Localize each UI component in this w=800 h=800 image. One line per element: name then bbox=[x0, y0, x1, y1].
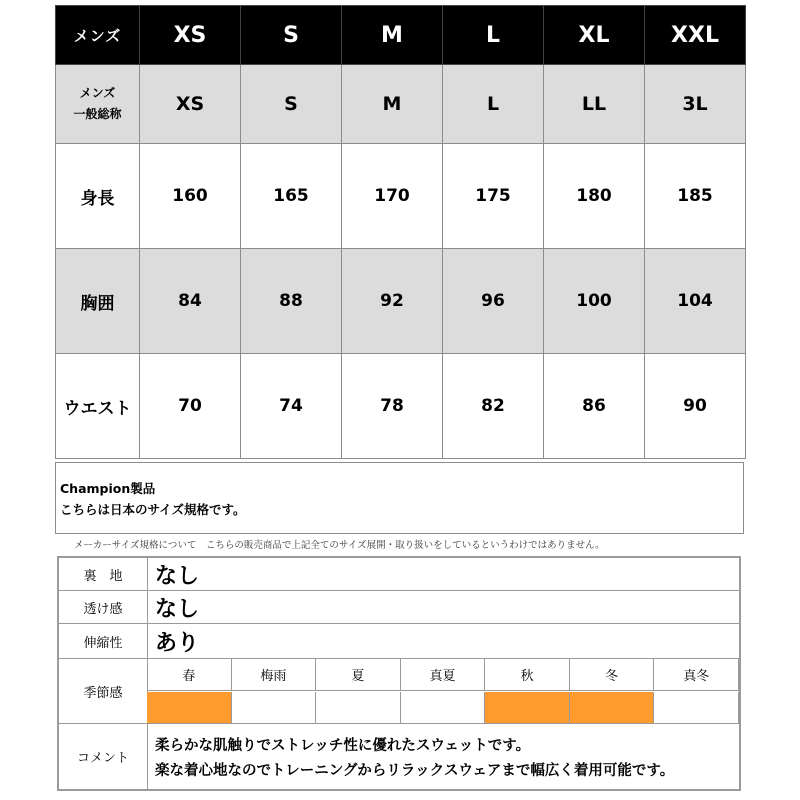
season-option: 秋 bbox=[485, 659, 570, 691]
size-xxl-header: XXL bbox=[645, 6, 746, 65]
table-cell: 86 bbox=[544, 354, 645, 459]
table-cell: 104 bbox=[645, 249, 746, 354]
table-cell: 82 bbox=[443, 354, 544, 459]
table-cell: M bbox=[342, 65, 443, 144]
sheer-label: 透け感 bbox=[59, 591, 148, 623]
season-option: 真冬 bbox=[654, 659, 739, 691]
season-option: 春 bbox=[147, 659, 232, 691]
table-cell: L bbox=[443, 65, 544, 144]
height-row bbox=[56, 144, 746, 249]
size-l-header: L bbox=[443, 6, 544, 65]
general-size-label: メンズ 一般総称 bbox=[56, 65, 140, 144]
comment-label: コメント bbox=[59, 724, 148, 789]
season-indicator bbox=[654, 692, 739, 723]
table-cell: 70 bbox=[140, 354, 241, 459]
season-indicator bbox=[401, 692, 486, 723]
season-row bbox=[59, 659, 739, 724]
season-option: 梅雨 bbox=[232, 659, 317, 691]
general-size-row bbox=[56, 65, 746, 144]
comment-line-1: 柔らかな肌触りでストレッチ性に優れたスウェットです。 bbox=[155, 738, 531, 754]
size-note-box bbox=[55, 462, 744, 534]
table-cell: XS bbox=[140, 65, 241, 144]
table-cell: 165 bbox=[241, 144, 342, 249]
chest-row bbox=[56, 249, 746, 354]
table-cell: 90 bbox=[645, 354, 746, 459]
size-xs-header: XS bbox=[140, 6, 241, 65]
table-cell: 74 bbox=[241, 354, 342, 459]
size-chart-table bbox=[55, 5, 746, 459]
season-option: 真夏 bbox=[401, 659, 486, 691]
waist-row bbox=[56, 354, 746, 459]
season-label: 季節感 bbox=[59, 659, 148, 723]
table-cell: 78 bbox=[342, 354, 443, 459]
stretch-value: あり bbox=[155, 630, 200, 656]
season-indicator bbox=[232, 692, 317, 723]
season-indicator bbox=[485, 692, 570, 723]
maker-size-disclaimer: メーカーサイズ規格について こちらの販売商品で上記全てのサイズ展開・取り扱いをしているというわけではありません。 bbox=[74, 540, 605, 551]
header-label: メンズ bbox=[56, 6, 140, 65]
japan-size-note: こちらは日本のサイズ規格です。 bbox=[60, 502, 246, 517]
lining-row bbox=[59, 558, 739, 591]
comment-text bbox=[155, 734, 674, 784]
table-cell: 185 bbox=[645, 144, 746, 249]
table-cell: 180 bbox=[544, 144, 645, 249]
comment-line-2: 楽な着心地なのでトレーニングからリラックスウェアまで幅広く着用可能です。 bbox=[155, 763, 675, 779]
season-option: 夏 bbox=[316, 659, 401, 691]
table-cell: 175 bbox=[443, 144, 544, 249]
table-cell: S bbox=[241, 65, 342, 144]
table-cell: 92 bbox=[342, 249, 443, 354]
height-label: 身長 bbox=[56, 144, 140, 249]
table-cell: 84 bbox=[140, 249, 241, 354]
sheer-value: なし bbox=[155, 596, 200, 622]
table-cell: LL bbox=[544, 65, 645, 144]
size-header-row bbox=[56, 6, 746, 65]
season-grid bbox=[147, 659, 739, 723]
chest-label: 胸囲 bbox=[56, 249, 140, 354]
season-indicator bbox=[316, 692, 401, 723]
size-s-header: S bbox=[241, 6, 342, 65]
season-indicator bbox=[570, 692, 655, 723]
season-option: 冬 bbox=[570, 659, 655, 691]
product-attributes-table bbox=[57, 556, 741, 791]
table-cell: 96 bbox=[443, 249, 544, 354]
table-cell: 100 bbox=[544, 249, 645, 354]
table-cell: 3L bbox=[645, 65, 746, 144]
stretch-label: 伸縮性 bbox=[59, 624, 148, 658]
table-cell: 170 bbox=[342, 144, 443, 249]
lining-value: なし bbox=[155, 563, 200, 589]
size-m-header: M bbox=[342, 6, 443, 65]
table-cell: 88 bbox=[241, 249, 342, 354]
season-indicator bbox=[147, 692, 232, 723]
brand-note: Champion製品 bbox=[60, 481, 156, 496]
waist-label: ウエスト bbox=[56, 354, 140, 459]
lining-label: 裏 地 bbox=[59, 558, 148, 590]
table-cell: 160 bbox=[140, 144, 241, 249]
size-xl-header: XL bbox=[544, 6, 645, 65]
sheer-row bbox=[59, 591, 739, 624]
comment-row bbox=[59, 724, 739, 789]
stretch-row bbox=[59, 624, 739, 659]
